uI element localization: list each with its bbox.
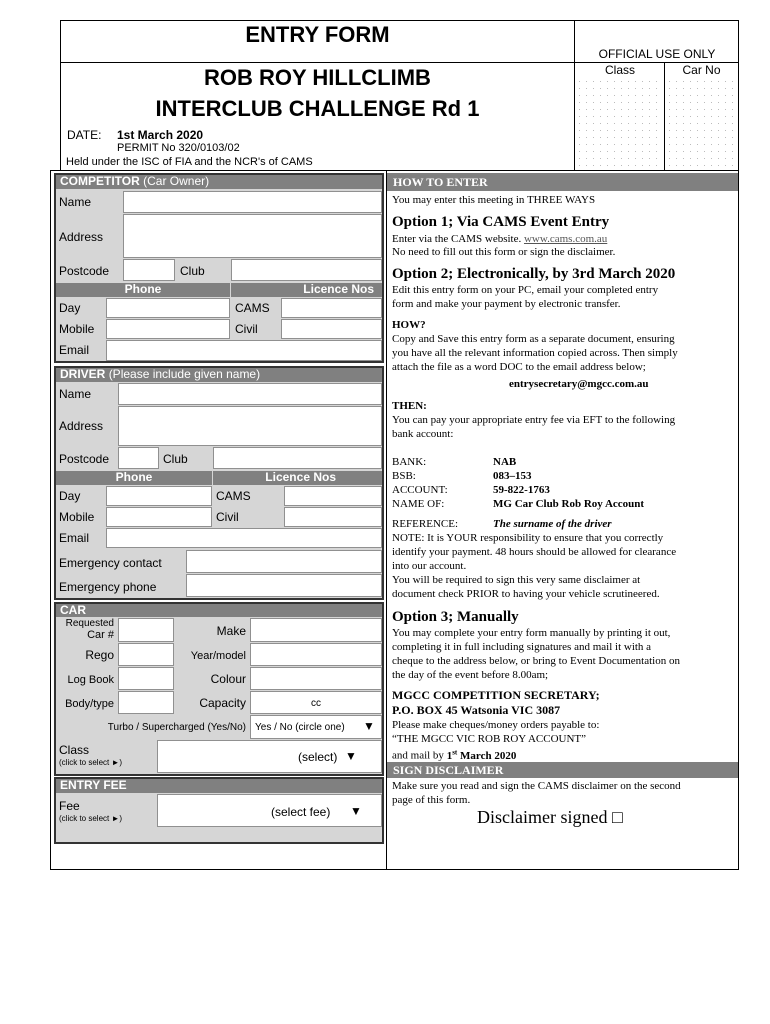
- option-3-line-4: the day of the event before 8.00am;: [392, 669, 549, 681]
- account-label: ACCOUNT:: [392, 484, 448, 496]
- competitor-mobile-field[interactable]: [106, 319, 230, 339]
- driver-civil-field[interactable]: [284, 507, 382, 527]
- competitor-day-field[interactable]: [106, 298, 230, 318]
- bsb-value: 083–153: [493, 470, 532, 482]
- emergency-phone-field[interactable]: [186, 574, 382, 597]
- competitor-address-field[interactable]: [123, 214, 382, 258]
- class-dropdown-arrow-icon[interactable]: ▼: [345, 749, 357, 763]
- permit-number: PERMIT No 320/0103/02: [117, 142, 240, 154]
- competitor-postcode-label: Postcode: [59, 264, 110, 278]
- reference-label: REFERENCE:: [392, 518, 459, 530]
- cams-website-link[interactable]: www.cams.com.au: [523, 233, 608, 245]
- competitor-cams-field[interactable]: [281, 298, 382, 318]
- competitor-cams-label: CAMS: [235, 301, 270, 315]
- colour-label: Colour: [210, 672, 246, 686]
- account-value: 59-822-1763: [493, 484, 550, 496]
- option-3-line-2: completing it in full including signatures and mail it with a: [392, 641, 652, 653]
- competitor-club-label: Club: [180, 264, 205, 278]
- how-title: HOW?: [392, 319, 426, 331]
- rego-label: Rego: [85, 648, 114, 662]
- sign-line-1: You will be required to sign this very same disclaimer at: [392, 574, 641, 586]
- driver-name-field[interactable]: [118, 383, 382, 405]
- requested-car-field[interactable]: [118, 618, 174, 642]
- date-value: 1st March 2020: [117, 128, 204, 142]
- event-title-line-2: INTERCLUB CHALLENGE Rd 1: [155, 96, 480, 121]
- log-book-label: Log Book: [67, 674, 114, 686]
- option-2-title: Option 2; Electronically, by 3rd March 2020: [392, 266, 676, 282]
- body-type-field[interactable]: [118, 691, 174, 714]
- name-of-label: NAME OF:: [392, 498, 445, 510]
- how-line-3: attach the file as a word DOC to the email address below;: [392, 361, 646, 373]
- then-line-2: bank account:: [392, 428, 454, 440]
- driver-cams-field[interactable]: [284, 486, 382, 506]
- held-under: Held under the ISC of FIA and the NCR's of CAMS: [66, 156, 313, 168]
- bank-value: NAB: [493, 456, 517, 468]
- then-title: THEN:: [392, 400, 427, 412]
- option-1-line-2: No need to fill out this form or sign the disclaimer.: [392, 246, 616, 258]
- bank-label: BANK:: [392, 456, 427, 468]
- driver-club-label: Club: [163, 452, 188, 466]
- entry-fee-header: ENTRY FEE: [56, 779, 382, 793]
- year-model-field[interactable]: [250, 643, 382, 666]
- cheques-line: Please make cheques/money orders payable to:: [392, 719, 600, 731]
- emergency-contact-label: Emergency contact: [59, 556, 162, 570]
- disclaimer-line-2: page of this form.: [392, 794, 471, 806]
- entry-secretary-email[interactable]: entrysecretary@mgcc.com.au: [509, 378, 649, 390]
- name-of-value: MG Car Club Rob Roy Account: [493, 498, 645, 510]
- turbo-dropdown-arrow-icon[interactable]: ▼: [363, 719, 375, 733]
- driver-licence-header: Licence Nos: [213, 471, 382, 485]
- driver-postcode-field[interactable]: [118, 447, 159, 469]
- turbo-label: Turbo / Supercharged (Yes/No): [107, 722, 246, 733]
- disclaimer-signed-checkbox[interactable]: Disclaimer signed □: [477, 807, 623, 827]
- driver-club-field[interactable]: [213, 447, 382, 469]
- driver-header: DRIVER (Please include given name): [56, 368, 382, 382]
- driver-name-label: Name: [59, 387, 92, 401]
- requested-label-1: Requested: [65, 618, 114, 629]
- note-line-3: into our account.: [392, 560, 467, 572]
- reference-value: The surname of the driver: [493, 518, 612, 530]
- then-line-1: You can pay your appropriate entry fee via EFT to the following: [392, 414, 676, 426]
- option-2-line-2: form and make your payment by electronic transfer.: [392, 298, 621, 310]
- disclaimer-line-1: Make sure you read and sign the CAMS disclaimer on the second: [392, 780, 681, 792]
- body-top-line: [50, 170, 739, 171]
- rego-field[interactable]: [118, 643, 174, 666]
- option-3-line-3: cheque to the address below, or bring to Event Documentation on: [392, 655, 680, 667]
- secretary-line: MGCC COMPETITION SECRETARY;: [392, 688, 600, 702]
- payable-line: “THE MGCC VIC ROB ROY ACCOUNT”: [392, 733, 587, 745]
- year-model-label: Year/model: [190, 650, 246, 662]
- official-carno-box: [666, 78, 737, 168]
- competitor-licence-header: Licence Nos: [231, 283, 382, 297]
- option-3-title: Option 3; Manually: [392, 609, 519, 625]
- driver-mobile-label: Mobile: [59, 510, 95, 524]
- header-divider: [60, 62, 575, 63]
- colour-field[interactable]: [250, 667, 382, 690]
- make-label: Make: [216, 624, 246, 638]
- how-to-enter-header: HOW TO ENTER: [387, 173, 738, 191]
- driver-address-label: Address: [59, 419, 104, 433]
- competitor-address-label: Address: [59, 230, 104, 244]
- driver-day-label: Day: [59, 489, 81, 503]
- how-line-2: you have all the relevant information copied across. Then simply: [392, 347, 678, 359]
- class-select-value: (select): [298, 750, 338, 764]
- how-line-1: Copy and Save this entry form as a separate document, ensuring: [392, 333, 675, 345]
- driver-address-field[interactable]: [118, 406, 382, 446]
- date-label: DATE:: [67, 128, 102, 142]
- competitor-email-label: Email: [59, 343, 90, 357]
- requested-label-2: Car #: [87, 629, 114, 641]
- body-bottom-line: [50, 869, 739, 870]
- official-class-label: Class: [604, 63, 635, 77]
- driver-mobile-field[interactable]: [106, 507, 212, 527]
- driver-email-field[interactable]: [106, 528, 382, 548]
- fee-select-value: (select fee): [271, 805, 331, 819]
- class-label: Class: [59, 743, 90, 757]
- option-2-line-1: Edit this entry form on your PC, email your completed entry: [392, 284, 659, 296]
- bsb-label: BSB:: [392, 470, 416, 482]
- competitor-email-field[interactable]: [106, 340, 382, 361]
- emergency-phone-label: Emergency phone: [59, 580, 157, 594]
- entry-form-title: ENTRY FORM: [245, 22, 390, 47]
- driver-phone-header: Phone: [56, 471, 212, 485]
- note-line-2: identify your payment. 48 hours should be allowed for clearance: [392, 546, 677, 558]
- car-header: CAR: [56, 604, 382, 617]
- official-use-only: OFFICIAL USE ONLY: [598, 47, 716, 61]
- competitor-postcode-field[interactable]: [123, 259, 175, 281]
- frame-top: [60, 20, 739, 21]
- body-left-line: [50, 170, 51, 870]
- driver-cams-label: CAMS: [216, 489, 251, 503]
- competitor-day-label: Day: [59, 301, 81, 315]
- body-type-label: Body/type: [65, 698, 114, 710]
- competitor-name-field[interactable]: [123, 191, 382, 213]
- option-3-line-1: You may complete your entry form manually by printing it out,: [392, 627, 671, 639]
- body-right-line: [738, 170, 739, 870]
- class-hint: (click to select ►): [59, 758, 123, 767]
- driver-postcode-label: Postcode: [59, 452, 110, 466]
- pobox-line: P.O. BOX 45 Watsonia VIC 3087: [392, 703, 561, 717]
- fee-dropdown-arrow-icon[interactable]: ▼: [350, 804, 362, 818]
- emergency-contact-field[interactable]: [186, 550, 382, 573]
- option-1-line-1: Enter via the CAMS website. www.cams.com.au: [392, 233, 608, 245]
- event-title-line-1: ROB ROY HILLCLIMB: [204, 65, 431, 90]
- option-1-title: Option 1; Via CAMS Event Entry: [392, 214, 610, 230]
- official-carno-label: Car No: [682, 63, 721, 77]
- competitor-civil-field[interactable]: [281, 319, 382, 339]
- competitor-civil-label: Civil: [235, 322, 258, 336]
- log-book-field[interactable]: [118, 667, 174, 690]
- frame-right: [738, 20, 739, 170]
- sign-disclaimer-header: SIGN DISCLAIMER: [387, 762, 738, 778]
- competitor-header: COMPETITOR (Car Owner): [56, 175, 382, 189]
- official-class-box: [576, 78, 663, 168]
- driver-day-field[interactable]: [106, 486, 212, 506]
- sign-line-2: document check PRIOR to having your vehicle scrutineered.: [392, 588, 660, 600]
- capacity-label: Capacity: [199, 696, 246, 710]
- fee-hint: (click to select ►): [59, 814, 123, 823]
- mail-by-line: and mail by 1st March 2020: [392, 748, 517, 762]
- capacity-unit: cc: [311, 698, 321, 709]
- make-field[interactable]: [250, 618, 382, 642]
- official-mid-line: [664, 62, 665, 170]
- competitor-mobile-label: Mobile: [59, 322, 95, 336]
- how-intro: You may enter this meeting in THREE WAYS: [392, 194, 596, 206]
- fee-label: Fee: [59, 799, 80, 813]
- competitor-phone-header: Phone: [56, 283, 230, 297]
- competitor-name-label: Name: [59, 195, 92, 209]
- driver-email-label: Email: [59, 531, 90, 545]
- note-line-1: NOTE: It is YOUR responsibility to ensure that you correctly: [392, 532, 664, 544]
- fee-select[interactable]: [157, 794, 382, 827]
- competitor-club-field[interactable]: [231, 259, 382, 281]
- driver-civil-label: Civil: [216, 510, 239, 524]
- turbo-value: Yes / No (circle one): [255, 722, 345, 733]
